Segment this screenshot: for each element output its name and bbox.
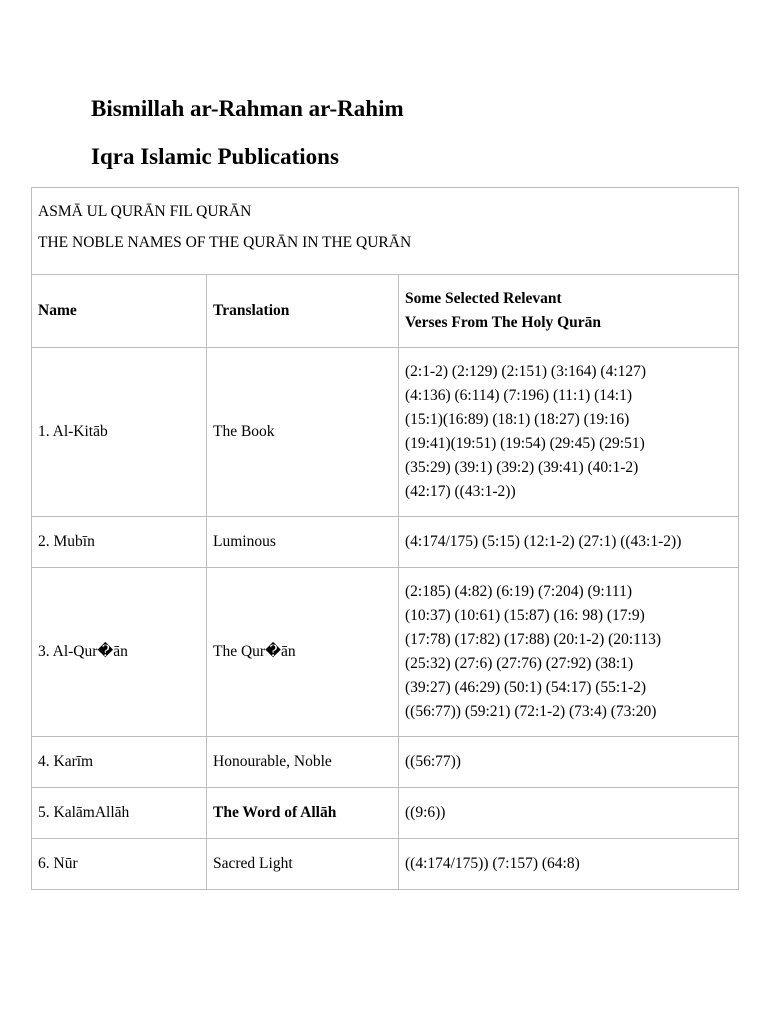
verse-refs-line: (25:32) (27:6) (27:76) (27:92) (38:1) [405, 655, 634, 672]
name-cell: 2. Mubīn [32, 517, 207, 568]
verse-refs-line: (2:185) (4:82) (6:19) (7:204) (9:111) [405, 583, 632, 600]
verse-refs-line: ((56:77)) (59:21) (72:1-2) (73:4) (73:20) [405, 703, 657, 720]
intro-row [32, 188, 739, 275]
verse-refs-line: ((4:174/175)) (7:157) (64:8) [405, 855, 580, 872]
table-row [32, 737, 739, 788]
verse-refs-line: (17:78) (17:82) (17:88) (20:1-2) (20:113) [405, 631, 661, 648]
document-heading: Bismillah ar-Rahman ar-Rahim [91, 96, 404, 121]
column-header-verses [399, 275, 739, 348]
intro-cell [32, 188, 739, 275]
translation-cell: The Word of Allāh [207, 788, 399, 839]
table-header-row [32, 275, 739, 348]
verse-refs-line: (10:37) (10:61) (15:87) (16: 98) (17:9) [405, 607, 645, 624]
verses-cell [399, 788, 739, 839]
verse-refs-line: (19:41)(19:51) (19:54) (29:45) (29:51) [405, 435, 645, 452]
verse-refs-line: (4:136) (6:114) (7:196) (11:1) (14:1) [405, 387, 632, 404]
column-header-verses-line: Some Selected Relevant [405, 290, 562, 307]
verse-refs-line: (4:174/175) (5:15) (12:1-2) (27:1) ((43:1-2)) [405, 533, 682, 550]
verses-cell [399, 568, 739, 737]
table-row [32, 788, 739, 839]
column-header-name: Name [32, 275, 207, 348]
verse-refs-line: (42:17) ((43:1-2)) [405, 483, 516, 500]
name-cell: 1. Al-Kitāb [32, 348, 207, 517]
translation-cell: The Qur�ān [207, 568, 399, 737]
intro-title: ASMĀ UL QURĀN FIL QURĀN [38, 203, 252, 220]
name-cell: 5. KalāmAllāh [32, 788, 207, 839]
verse-refs-line: ((56:77)) [405, 753, 461, 770]
column-header-verses-line: Verses From The Holy Qurān [405, 314, 602, 331]
quran-names-table [31, 187, 739, 890]
verse-refs-line: ((9:6)) [405, 804, 446, 821]
translation-cell: Luminous [207, 517, 399, 568]
table-row [32, 839, 739, 890]
verses-cell [399, 737, 739, 788]
table-row [32, 348, 739, 517]
verse-refs-line: (2:1-2) (2:129) (2:151) (3:164) (4:127) [405, 363, 647, 380]
column-header-translation: Translation [207, 275, 399, 348]
publisher-heading: Iqra Islamic Publications [91, 144, 339, 169]
name-cell: 6. Nūr [32, 839, 207, 890]
table-row [32, 568, 739, 737]
translation-cell: The Book [207, 348, 399, 517]
verses-cell [399, 348, 739, 517]
verse-refs-line: (35:29) (39:1) (39:2) (39:41) (40:1-2) [405, 459, 639, 476]
intro-subtitle: THE NOBLE NAMES OF THE QURĀN IN THE QURĀN [38, 234, 412, 251]
verse-refs-line: (39:27) (46:29) (50:1) (54:17) (55:1-2) [405, 679, 647, 696]
translation-cell: Sacred Light [207, 839, 399, 890]
name-cell: 3. Al-Qur�ān [32, 568, 207, 737]
verses-cell [399, 517, 739, 568]
verses-cell [399, 839, 739, 890]
translation-cell: Honourable, Noble [207, 737, 399, 788]
verse-refs-line: (15:1)(16:89) (18:1) (18:27) (19:16) [405, 411, 630, 428]
name-cell: 4. Karīm [32, 737, 207, 788]
table-row [32, 517, 739, 568]
